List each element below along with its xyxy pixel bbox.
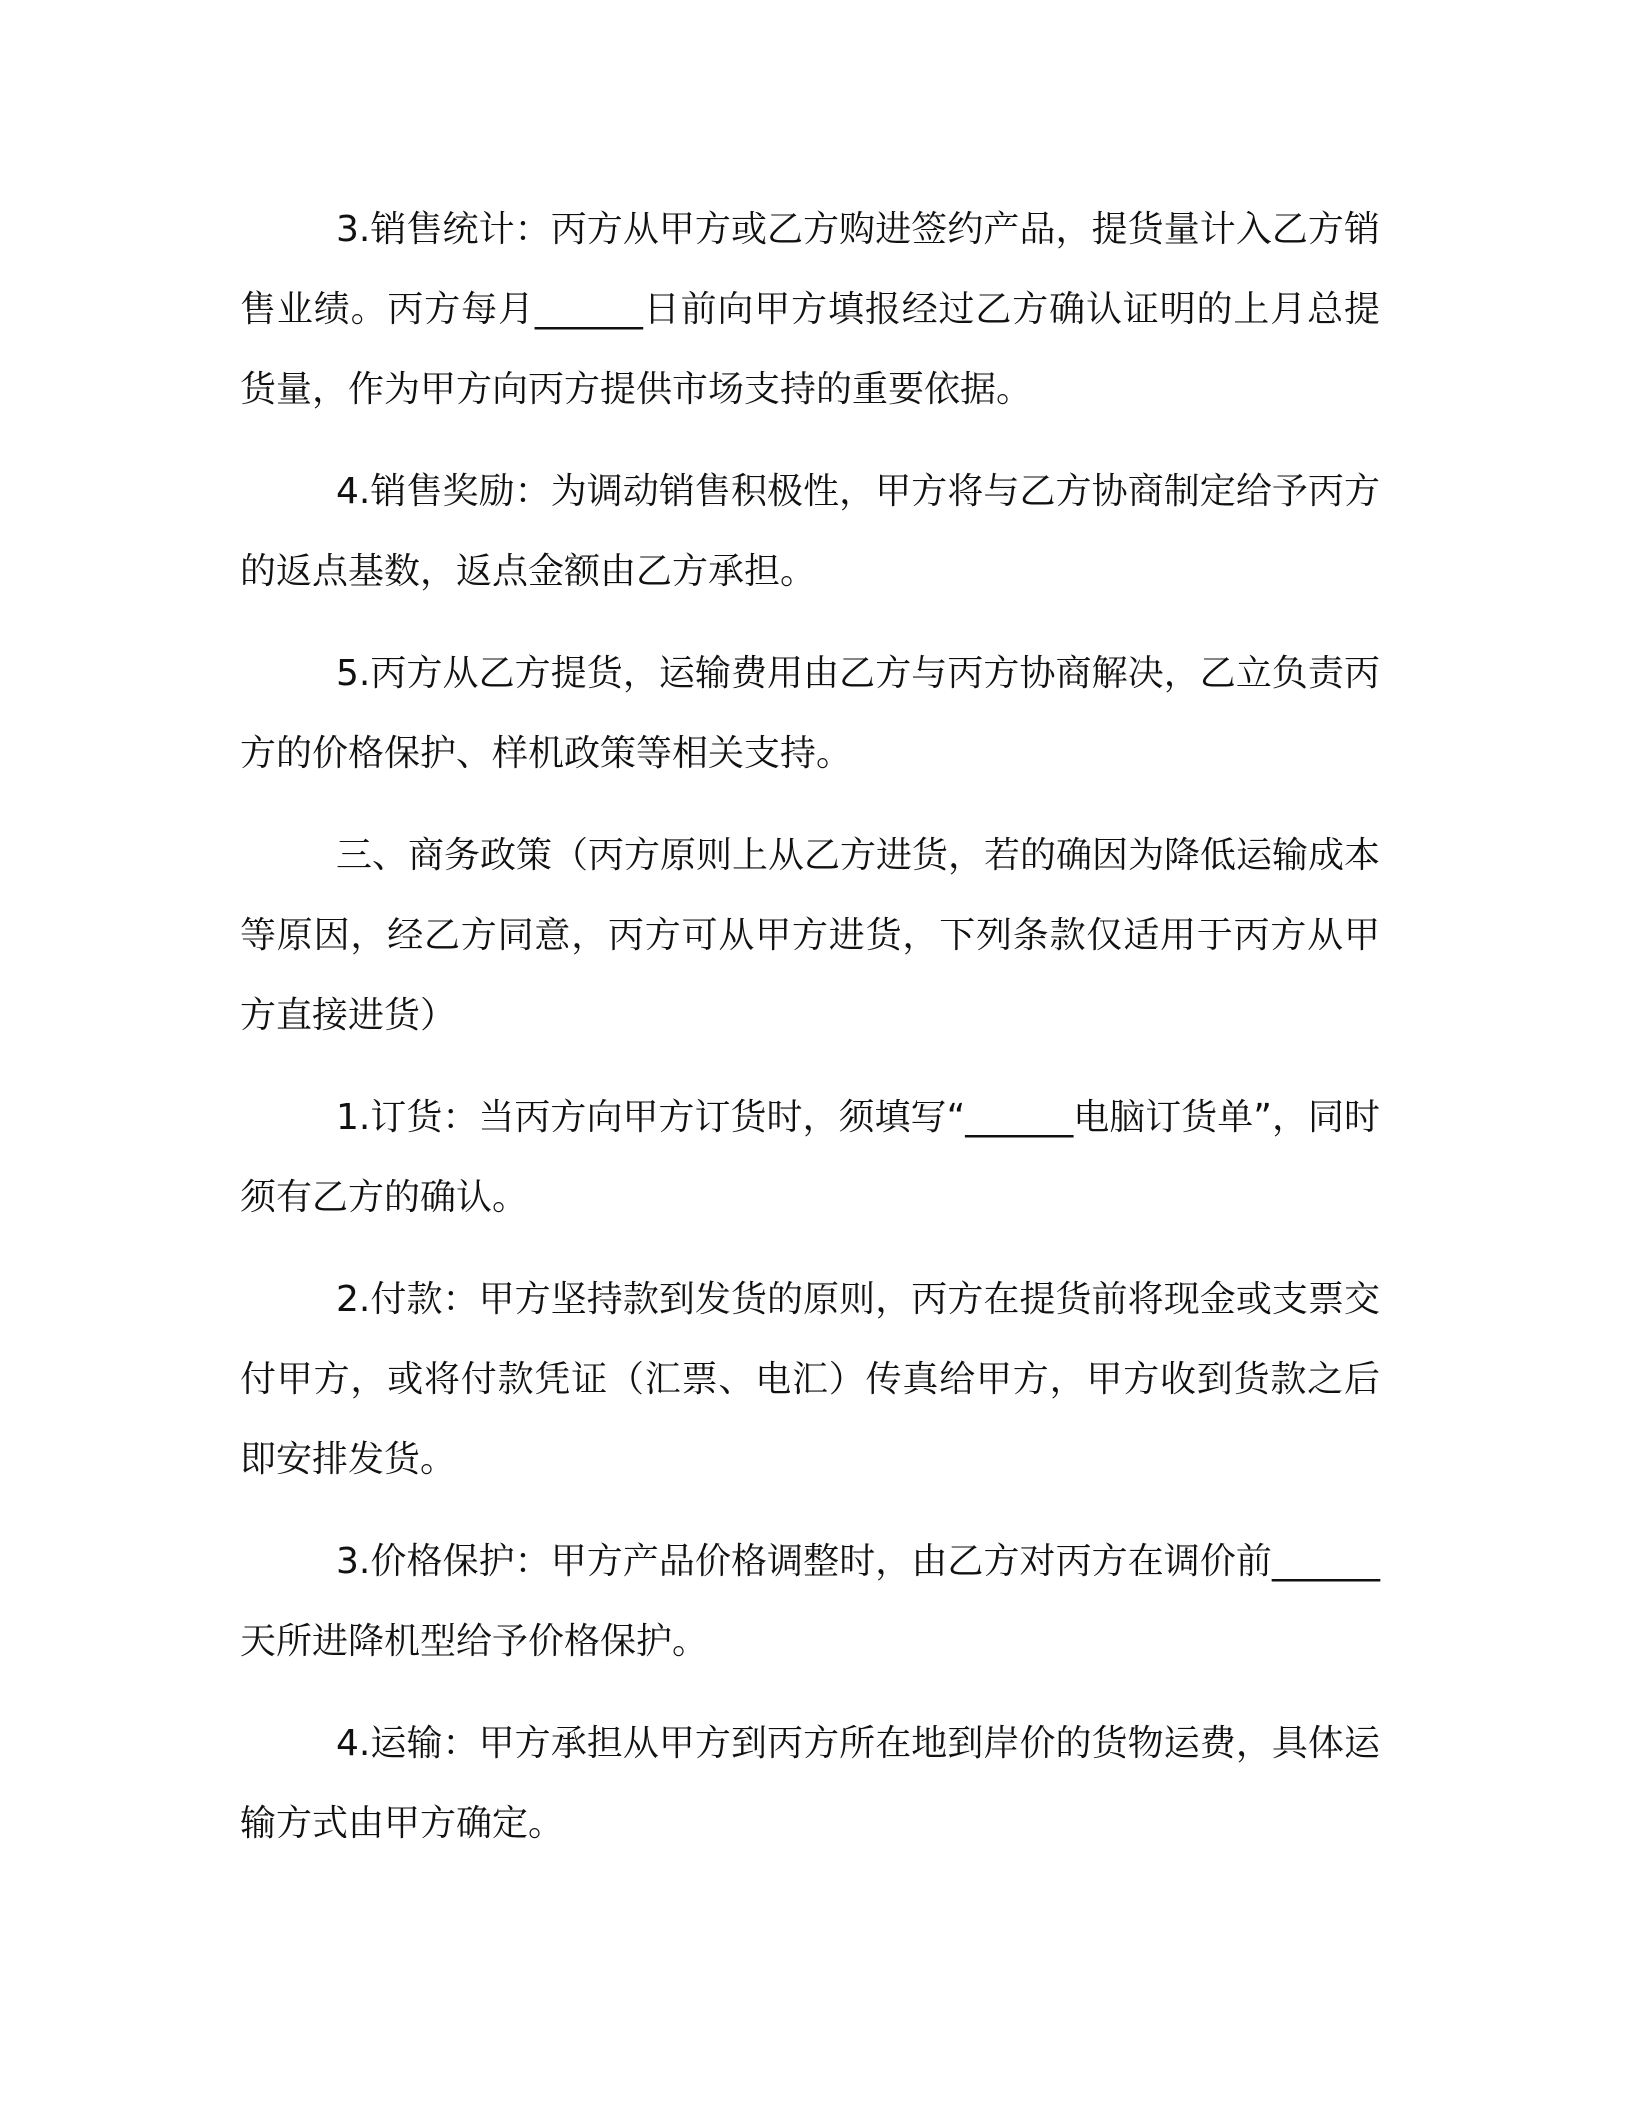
paragraph-ordering: 1.订货：当丙方向甲方订货时，须填写“______电脑订货单”，同时须有乙方的确认。: [240, 1097, 1380, 1218]
section-heading-business-policy: 三、商务政策（丙方原则上从乙方进货，若的确因为降低运输成本等原因，经乙方同意，丙方可从甲方进货，下列条款仅适用于丙方从甲方直接进货）: [240, 835, 1381, 1036]
paragraph-transportation: 4.运输：甲方承担从甲方到丙方所在地到岸价的货物运费，具体运输方式由甲方确定。: [240, 1723, 1380, 1844]
paragraph-payment: 2.付款：甲方坚持款到发货的原则，丙方在提货前将现金或支票交付甲方，或将付款凭证（汇票、电汇）传真给甲方，甲方收到货款之后即安排发货。: [240, 1279, 1380, 1480]
paragraph-sales-reward: 4.销售奖励：为调动销售积极性，甲方将与乙方协商制定给予丙方的返点基数，返点金额由乙方承担。: [240, 471, 1380, 592]
paragraph-price-protection: 3.价格保护：甲方产品价格调整时，由乙方对丙方在调价前______天所进降机型给予价格保护。: [240, 1541, 1380, 1662]
paragraph-sales-statistics: 3.销售统计：丙方从甲方或乙方购进签约产品，提货量计入乙方销售业绩。丙方每月______日前向甲方填报经过乙方确认证明的上月总提货量，作为甲方向丙方提供市场支持的重要依据。: [240, 209, 1380, 410]
paragraph-pickup-transport: 5.丙方从乙方提货，运输费用由乙方与丙方协商解决，乙立负责丙方的价格保护、样机政策等相关支持。: [240, 653, 1380, 774]
document-body: [240, 190, 1380, 1886]
